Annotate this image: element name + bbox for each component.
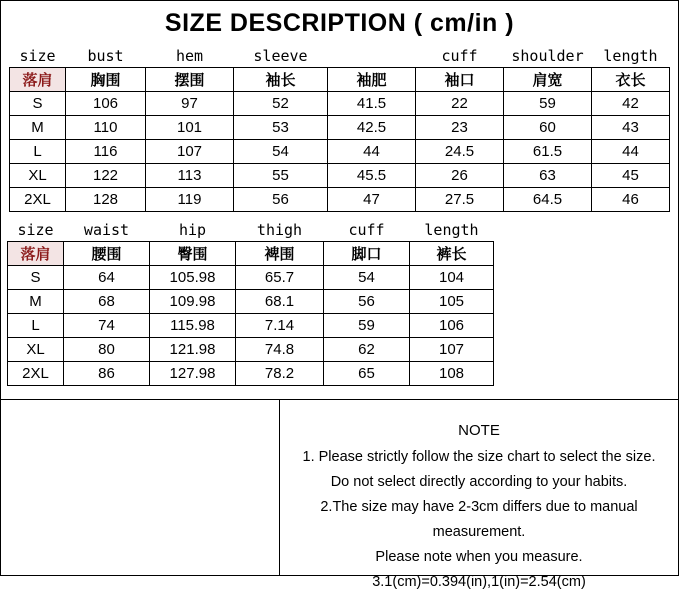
cell-sleeve: 52: [234, 92, 328, 116]
cell-bust: 110: [66, 116, 146, 140]
cell-size: S: [10, 92, 66, 116]
top-size-table: [9, 44, 670, 212]
bottom-header-cn-hip: 臀围: [150, 242, 236, 266]
top-header-en-length: length: [603, 46, 658, 65]
cell-size: XL: [10, 164, 66, 188]
cell-thigh: 7.14: [236, 314, 324, 338]
bottom-header-en-length: length: [424, 220, 479, 239]
note-line-3: 2.The size may have 2-3cm differs due to manual measurement.: [320, 499, 638, 540]
top-header-cn-sleeve: 袖长: [234, 68, 328, 92]
cell-thigh: 78.2: [236, 362, 324, 386]
cell-hem: 113: [146, 164, 234, 188]
bottom-header-en-waist: waist: [83, 220, 130, 239]
top-header-cn-shoulder: 肩宽: [504, 68, 592, 92]
table-row: [10, 92, 670, 116]
cell-cuff: 54: [324, 266, 410, 290]
cell-hip: 121.98: [150, 338, 236, 362]
cell-cuff: 27.5: [416, 188, 504, 212]
top-header-en-cuff: cuff: [441, 46, 478, 65]
note-left-filler: [1, 399, 279, 575]
cell-length: 43: [592, 116, 670, 140]
cell-cuff: 62: [324, 338, 410, 362]
top-header-cn-cuff: 袖口: [416, 68, 504, 92]
cell-sleevewidth: 42.5: [328, 116, 416, 140]
cell-size: L: [10, 140, 66, 164]
cell-size: M: [10, 116, 66, 140]
cell-waist: 68: [64, 290, 150, 314]
bottom-table-header-cn-row: [8, 242, 494, 266]
cell-sleevewidth: 47: [328, 188, 416, 212]
top-header-en-hem: hem: [175, 46, 204, 65]
cell-cuff: 56: [324, 290, 410, 314]
cell-hip: 127.98: [150, 362, 236, 386]
cell-cuff: 26: [416, 164, 504, 188]
cell-size: L: [8, 314, 64, 338]
cell-length: 42: [592, 92, 670, 116]
cell-shoulder: 64.5: [504, 188, 592, 212]
cell-size: 2XL: [8, 362, 64, 386]
top-header-cn-size: 落肩: [10, 68, 66, 92]
cell-length: 108: [410, 362, 494, 386]
bottom-table-wrapper: [1, 218, 678, 386]
table-row: [8, 314, 494, 338]
top-header-en-bust: bust: [87, 46, 124, 65]
top-header-en-blank: [328, 44, 416, 68]
cell-length: 105: [410, 290, 494, 314]
cell-hip: 105.98: [150, 266, 236, 290]
note-box: [279, 399, 678, 590]
cell-cuff: 23: [416, 116, 504, 140]
cell-bust: 116: [66, 140, 146, 164]
top-header-cn-length: 衣长: [592, 68, 670, 92]
cell-length: 46: [592, 188, 670, 212]
cell-sleeve: 55: [234, 164, 328, 188]
cell-hem: 107: [146, 140, 234, 164]
cell-bust: 128: [66, 188, 146, 212]
cell-hem: 97: [146, 92, 234, 116]
top-header-cn-hem: 摆围: [146, 68, 234, 92]
top-header-en-shoulder: shoulder: [511, 46, 584, 65]
cell-cuff: 59: [324, 314, 410, 338]
bottom-header-en-size: size: [17, 220, 54, 239]
cell-shoulder: 60: [504, 116, 592, 140]
cell-length: 104: [410, 266, 494, 290]
bottom-size-table: [7, 218, 494, 386]
cell-hem: 119: [146, 188, 234, 212]
cell-sleevewidth: 45.5: [328, 164, 416, 188]
bottom-table-header-en-row: [8, 218, 494, 242]
cell-waist: 64: [64, 266, 150, 290]
page-title: SIZE DESCRIPTION ( cm/in ): [164, 9, 515, 37]
cell-cuff: 65: [324, 362, 410, 386]
note-line-4: Please note when you measure.: [375, 549, 583, 565]
top-table-header-cn-row: [10, 68, 670, 92]
bottom-header-cn-cuff: 脚口: [324, 242, 410, 266]
cell-size: S: [8, 266, 64, 290]
cell-sleevewidth: 41.5: [328, 92, 416, 116]
table-row: [8, 362, 494, 386]
cell-sleeve: 54: [234, 140, 328, 164]
cell-size: M: [8, 290, 64, 314]
cell-sleeve: 56: [234, 188, 328, 212]
cell-cuff: 24.5: [416, 140, 504, 164]
bottom-header-en-cuff: cuff: [348, 220, 385, 239]
top-header-en-size: size: [19, 46, 56, 65]
cell-length: 45: [592, 164, 670, 188]
cell-length: 44: [592, 140, 670, 164]
note-line-1: 1. Please strictly follow the size chart to select the size.: [302, 449, 656, 465]
cell-bust: 106: [66, 92, 146, 116]
bottom-header-en-hip: hip: [178, 220, 207, 239]
bottom-header-cn-size: 落肩: [8, 242, 64, 266]
cell-hem: 101: [146, 116, 234, 140]
bottom-header-en-thigh: thigh: [256, 220, 303, 239]
cell-length: 107: [410, 338, 494, 362]
cell-waist: 74: [64, 314, 150, 338]
table-row: [10, 116, 670, 140]
cell-hip: 109.98: [150, 290, 236, 314]
cell-shoulder: 63: [504, 164, 592, 188]
cell-waist: 80: [64, 338, 150, 362]
cell-size: XL: [8, 338, 64, 362]
table-row: [8, 266, 494, 290]
cell-bust: 122: [66, 164, 146, 188]
note-line-5: 3.1(cm)=0.394(in),1(in)=2.54(cm): [372, 574, 586, 590]
table-row: [8, 290, 494, 314]
bottom-header-cn-thigh: 裨围: [236, 242, 324, 266]
cell-sleeve: 53: [234, 116, 328, 140]
cell-sleevewidth: 44: [328, 140, 416, 164]
note-title: NOTE: [458, 422, 500, 439]
top-header-cn-sleevewidth: 袖肥: [328, 68, 416, 92]
top-table-header-en-row: [10, 44, 670, 68]
table-row: [8, 338, 494, 362]
top-table-wrapper: [1, 44, 678, 212]
bottom-header-cn-waist: 腰围: [64, 242, 150, 266]
table-row: [10, 188, 670, 212]
table-row: [10, 140, 670, 164]
top-header-en-sleeve: sleeve: [253, 46, 308, 65]
cell-shoulder: 59: [504, 92, 592, 116]
bottom-header-cn-length: 裤长: [410, 242, 494, 266]
cell-thigh: 68.1: [236, 290, 324, 314]
cell-length: 106: [410, 314, 494, 338]
note-line-2: Do not select directly according to your habits.: [330, 474, 628, 490]
cell-thigh: 65.7: [236, 266, 324, 290]
cell-size: 2XL: [10, 188, 66, 212]
cell-hip: 115.98: [150, 314, 236, 338]
table-row: [10, 164, 670, 188]
cell-thigh: 74.8: [236, 338, 324, 362]
top-header-cn-bust: 胸围: [66, 68, 146, 92]
cell-cuff: 22: [416, 92, 504, 116]
cell-shoulder: 61.5: [504, 140, 592, 164]
cell-waist: 86: [64, 362, 150, 386]
